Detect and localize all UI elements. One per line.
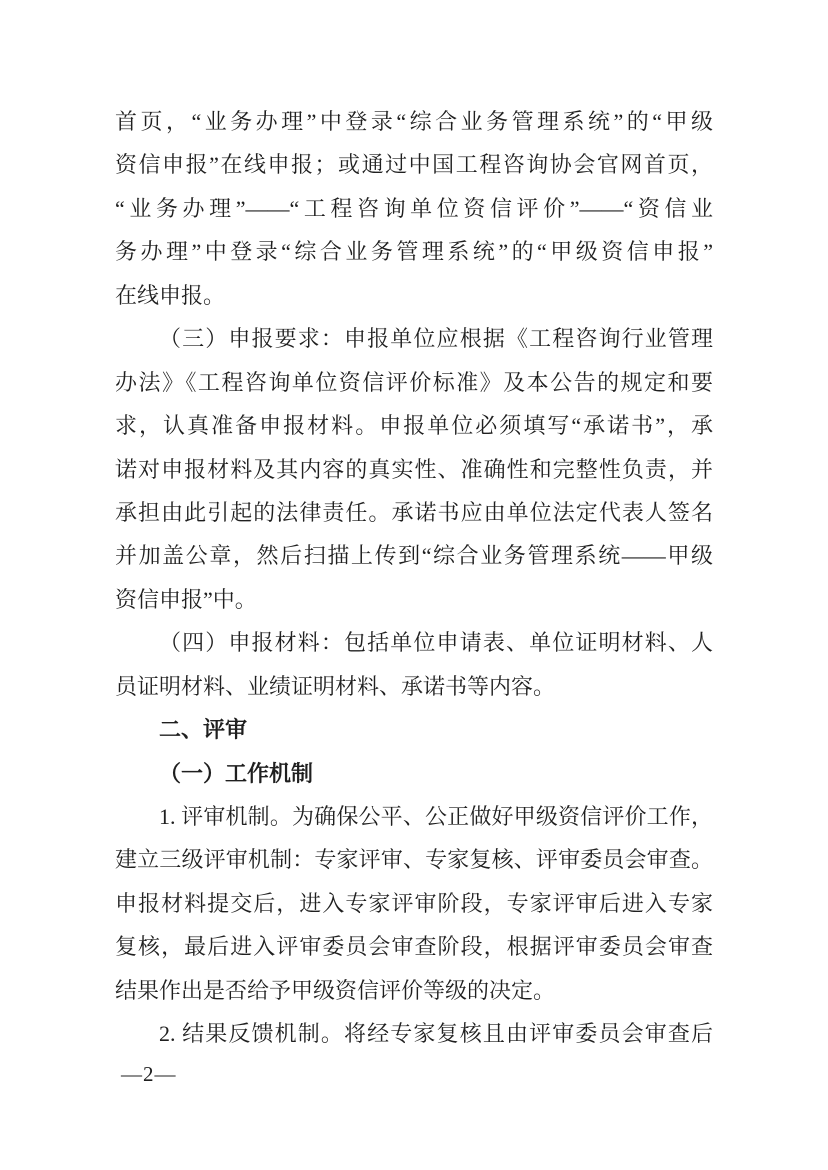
text-line: 1. 评审机制。为确保公平、公正做好甲级资信评价工作， (159, 804, 713, 829)
heading-line: 二、评审 (159, 717, 248, 743)
text-line: 并加盖公章，然后扫描上传到“综合业务管理系统——甲级 (115, 543, 713, 569)
text-line: “业务办理”——“工程咨询单位资信评价”——“资信业 (115, 195, 713, 221)
text-line: 员证明材料、业绩证明材料、承诺书等内容。 (115, 673, 556, 699)
text-line: 在线申报。 (115, 282, 226, 308)
text-line: 结果作出是否给予甲级资信评价等级的决定。 (115, 977, 556, 1003)
text-line: 申报材料提交后，进入专家评审阶段，专家评审后进入专家 (115, 890, 713, 916)
text-line: 2. 结果反馈机制。将经专家复核且由评审委员会审查后 (159, 1021, 713, 1047)
text-line: 诺对申报材料及其内容的真实性、准确性和完整性负责，并 (115, 456, 713, 482)
heading-line: （一）工作机制 (159, 760, 314, 786)
text-line: 务办理”中登录“综合业务管理系统”的“甲级资信申报” (115, 239, 713, 265)
text-line: （三）申报要求：申报单位应根据《工程咨询行业管理 (159, 326, 713, 352)
text-line: （四）申报材料：包括单位申请表、单位证明材料、人 (159, 630, 713, 656)
text-line: 建立三级评审机制：专家评审、专家复核、评审委员会审查。 (115, 847, 713, 873)
text-column (115, 100, 713, 1056)
page-number: —2— (121, 1062, 177, 1086)
text-line: 承担由此引起的法律责任。承诺书应由单位法定代表人签名 (115, 499, 713, 525)
text-line: 办法》《工程咨询单位资信评价标准》及本公告的规定和要 (115, 369, 713, 395)
text-line: 复核，最后进入评审委员会审查阶段，根据评审委员会审查 (115, 934, 713, 960)
text-line: 首页，“业务办理”中登录“综合业务管理系统”的“甲级 (115, 109, 713, 134)
text-line: 求，认真准备申报材料。申报单位必须填写“承诺书”，承 (115, 413, 713, 439)
text-line: 资信申报”在线申报；或通过中国工程咨询协会官网首页， (115, 152, 713, 178)
text-line: 资信申报”中。 (115, 586, 257, 612)
